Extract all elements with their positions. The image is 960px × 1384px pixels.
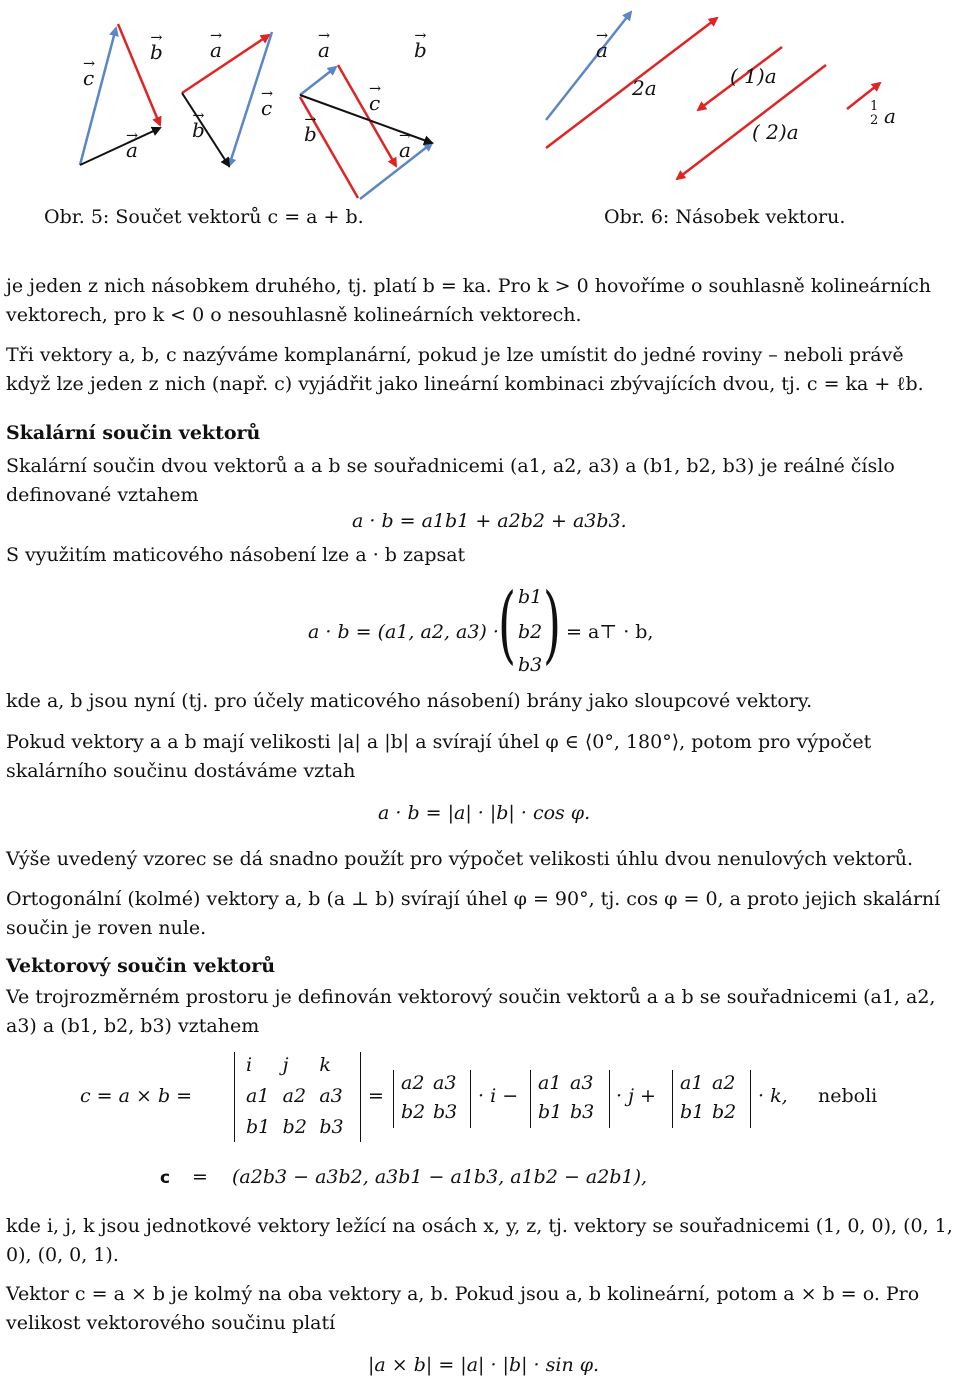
det-bar xyxy=(750,1070,751,1128)
det-cell: b3 xyxy=(433,1101,458,1123)
label-c: → c xyxy=(83,66,94,90)
label-c: → c xyxy=(369,91,380,115)
equation-i-term: · i − xyxy=(478,1085,519,1107)
equation-sine: |a × b| = |a| · |b| · sin φ. xyxy=(368,1354,600,1376)
vector-a-arrow xyxy=(300,67,336,95)
label-b: → b xyxy=(150,40,163,64)
equation-scalar-coords: a · b = a1b1 + a2b2 + a3b3. xyxy=(352,510,627,532)
det-cell: a3 xyxy=(570,1072,594,1094)
equation-neboli: neboli xyxy=(818,1085,878,1107)
det-cell: a3 xyxy=(433,1072,457,1094)
det-bar xyxy=(609,1070,610,1128)
column-b2: b2 xyxy=(518,621,543,643)
figure-vector-sum xyxy=(0,0,460,200)
det-cell: a2 xyxy=(401,1072,425,1094)
label-a: → a xyxy=(210,38,222,62)
label-b: → b xyxy=(304,122,317,146)
label-half-a: a xyxy=(884,104,896,128)
det-bar xyxy=(360,1052,361,1142)
paragraph-angle: Pokud vektory a a b mají velikosti |a| a |b| a svírají úhel φ ∈ ⟨0°, 180°⟩, potom pro výpočet skalárního součinu dostáváme vztah xyxy=(6,731,872,782)
figure6-caption: Obr. 6: Násobek vektoru. xyxy=(604,206,846,228)
det-cell: a2 xyxy=(712,1072,736,1094)
det-cell: b2 xyxy=(401,1101,426,1123)
label-b: → b xyxy=(192,118,205,142)
det-bar xyxy=(470,1070,471,1128)
label-b: → b xyxy=(414,38,427,62)
det-cell: b3 xyxy=(319,1116,344,1138)
determinant-3x3 xyxy=(246,1054,356,1139)
label-half-fraction: 1 2 xyxy=(870,99,879,128)
equation-c-bold: c xyxy=(160,1168,171,1188)
paragraph-collinear: je jeden z nich násobkem druhého, tj. platí b = ka. Pro k > 0 hovoříme o souhlasně kolineárních vektorech, pro k < 0 o nesouhlasně kolineárních vektorech. xyxy=(6,275,932,326)
det-cell: i xyxy=(246,1054,253,1076)
label-a: → a xyxy=(596,38,608,62)
determinant-2x2-k xyxy=(680,1072,744,1124)
figure-vector-multiple xyxy=(520,0,960,200)
figure5-caption: Obr. 5: Součet vektorů c = a + b. xyxy=(44,206,364,228)
det-cell: a2 xyxy=(282,1085,307,1107)
equation-k-term: · k, xyxy=(758,1085,788,1107)
heading-scalar-product: Skalární součin vektorů xyxy=(6,422,261,444)
paren-right: ) xyxy=(543,575,562,673)
equation-equals: = xyxy=(192,1166,208,1188)
vector-a-arrow xyxy=(546,12,631,120)
det-cell: a1 xyxy=(246,1085,270,1107)
det-cell: k xyxy=(319,1054,331,1076)
paragraph-unit-vectors: kde i, j, k jsou jednotkové vektory ležící na osách x, y, z, tj. vektory se souřadnicemi (1, 0, 0), (0, 1, 0), (0, 0, 1). xyxy=(6,1215,953,1266)
equation-cross-lhs: c = a × b = xyxy=(80,1085,193,1107)
det-cell: a1 xyxy=(538,1072,562,1094)
det-bar xyxy=(530,1070,531,1128)
vector-a-arrow xyxy=(80,28,116,165)
det-cell: b3 xyxy=(570,1101,595,1123)
label-2a: 2a xyxy=(632,76,657,100)
paragraph-scalar-definition: Skalární součin dvou vektorů a a b se souřadnicemi (a1, a2, a3) a (b1, b2, b3) je reálné číslo definované vztahem xyxy=(6,455,895,506)
equation-components: (a2b3 − a3b2, a3b1 − a1b3, a1b2 − a2b1), xyxy=(232,1166,648,1188)
det-bar xyxy=(393,1070,394,1128)
determinant-2x2-j xyxy=(538,1072,602,1124)
label-a: → a xyxy=(318,38,330,62)
det-cell: b2 xyxy=(282,1116,307,1138)
det-cell: a3 xyxy=(319,1085,343,1107)
paragraph-orthogonal: Ortogonální (kolmé) vektory a, b (a ⊥ b) svírají úhel φ = 90°, tj. cos φ = 0, a proto jejich skalární součin je roven nule. xyxy=(6,888,941,939)
equation-matrix-left: a · b = (a1, a2, a3) · xyxy=(308,621,499,643)
label-a: → a xyxy=(399,138,411,162)
det-cell: b1 xyxy=(246,1116,271,1138)
equation-j-term: · j + xyxy=(616,1085,656,1107)
det-cell: j xyxy=(282,1054,289,1076)
det-cell: b2 xyxy=(712,1101,737,1123)
det-cell: b1 xyxy=(538,1101,563,1123)
determinant-2x2-i xyxy=(401,1072,465,1124)
heading-vector-product: Vektorový součin vektorů xyxy=(6,955,276,977)
column-b1: b1 xyxy=(518,586,543,608)
equation-matrix-right: = a⊤ · b, xyxy=(566,621,654,643)
label-minus-1a: ( 1)a xyxy=(730,64,777,88)
label-a: → a xyxy=(126,138,138,162)
det-bar xyxy=(672,1070,673,1128)
equation-cosine: a · b = |a| · |b| · cos φ. xyxy=(378,802,591,824)
label-c: → c xyxy=(261,96,272,120)
vector-c-arrow xyxy=(182,93,229,166)
column-b3: b3 xyxy=(518,654,543,676)
paragraph-column-vectors: kde a, b jsou nyní (tj. pro účely maticového násobení) brány jako sloupcové vektory. xyxy=(6,690,813,712)
vector-c-arrow xyxy=(80,128,160,165)
label-minus-2a: ( 2)a xyxy=(752,120,799,144)
vector-c-arrow xyxy=(300,95,432,143)
paragraph-vector-definition: Ve trojrozměrném prostoru je definován vektorový součin vektorů a a b se souřadnicemi (a1, a2, a3) a (b1, b2, b3) vztahem xyxy=(6,986,936,1037)
paragraph-matrix-form: S využitím maticového násobení lze a · b zapsat xyxy=(6,544,466,566)
det-cell: b1 xyxy=(680,1101,705,1123)
paragraph-perpendicular: Vektor c = a × b je kolmý na oba vektory a, b. Pokud jsou a, b kolineární, potom a × b = o. Pro velikost vektorového součinu platí xyxy=(6,1283,920,1334)
paragraph-coplanar: Tři vektory a, b, c nazýváme komplanární, pokud je lze umístit do jedné roviny – neboli právě když lze jeden z nich (např. c) vyjádřit jako lineární kombinaci zbývajících dvou, tj. c = ka + ℓb. xyxy=(6,344,924,395)
equation-equals: = xyxy=(368,1085,384,1107)
det-cell: a1 xyxy=(680,1072,704,1094)
det-bar xyxy=(234,1052,235,1142)
paragraph-angle-usage: Výše uvedený vzorec se dá snadno použít pro výpočet velikosti úhlu dvou nenulových vektorů. xyxy=(6,848,914,870)
vector-a-arrow xyxy=(360,143,432,199)
paren-left: ( xyxy=(498,575,517,673)
vector-b-arrow xyxy=(338,65,396,166)
